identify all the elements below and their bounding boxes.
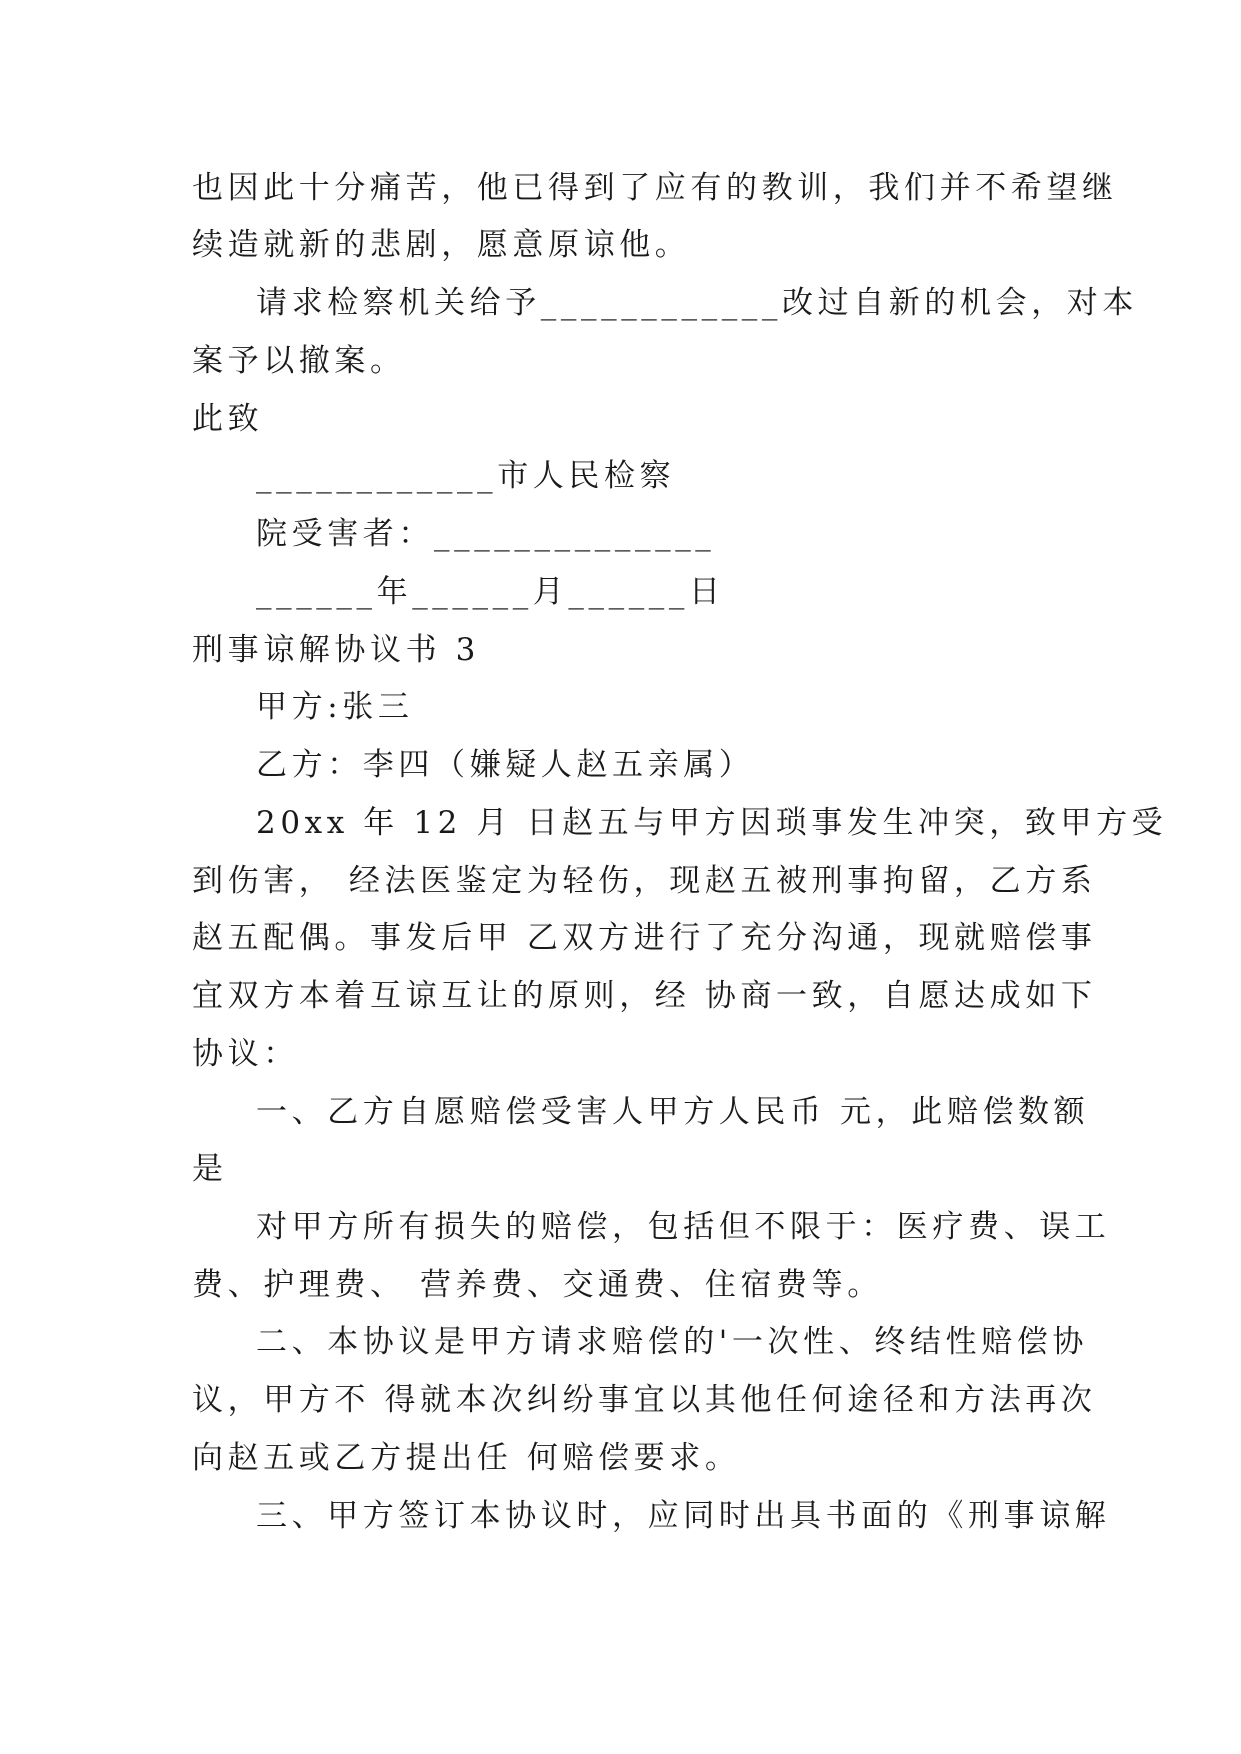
paragraph-line: 费、护理费、 营养费、交通费、住宿费等。 <box>192 1267 883 1303</box>
paragraph-line: 是 <box>192 1151 228 1187</box>
party-b: 乙方：李四（嫌疑人赵五亲属） <box>256 747 755 783</box>
salutation: 此致 <box>192 401 264 437</box>
clause-three: 三、甲方签订本协议时，应同时出具书面的《刑事谅解 <box>256 1498 1111 1534</box>
paragraph-line: 20xx 年 12 月 日赵五与甲方因琐事发生冲突，致甲方受 <box>256 805 1168 841</box>
date-line: ______年______月______日 <box>256 574 725 610</box>
paragraph-line: 向赵五或乙方提出任 何赔偿要求。 <box>192 1440 741 1476</box>
clause-one: 一、乙方自愿赔偿受害人甲方人民币 元，此赔偿数额 <box>256 1094 1090 1130</box>
paragraph-line: 请求检察机关给予____________改过自新的机会，对本 <box>256 285 1138 321</box>
clause-two: 二、本协议是甲方请求赔偿的'一次性、终结性赔偿协 <box>256 1324 1088 1360</box>
paragraph-line: 续造就新的悲剧，愿意原谅他。 <box>192 227 691 263</box>
section-title: 刑事谅解协议书 3 <box>192 632 480 668</box>
recipient-line: ____________市人民检察 <box>256 458 676 494</box>
paragraph-line: 赵五配偶。事发后甲 乙双方进行了充分沟通，现就赔偿事 <box>192 920 1097 956</box>
paragraph-line: 案予以撤案。 <box>192 343 406 379</box>
paragraph-line: 议，甲方不 得就本次纠纷事宜以其他任何途径和方法再次 <box>192 1382 1097 1418</box>
paragraph-line: 到伤害， 经法医鉴定为轻伤，现赵五被刑事拘留，乙方系 <box>192 863 1097 899</box>
paragraph-line: 对甲方所有损失的赔偿，包括但不限于：医疗费、误工 <box>256 1209 1111 1245</box>
party-a: 甲方:张三 <box>256 689 414 725</box>
paragraph-line: 协议： <box>192 1036 299 1072</box>
paragraph-line: 宜双方本着互谅互让的原则，经 协商一致，自愿达成如下 <box>192 978 1097 1014</box>
paragraph-line: 也因此十分痛苦，他已得到了应有的教训，我们并不希望继 <box>192 170 1118 206</box>
victim-signature-line: 院受害者：______________ <box>256 516 716 552</box>
